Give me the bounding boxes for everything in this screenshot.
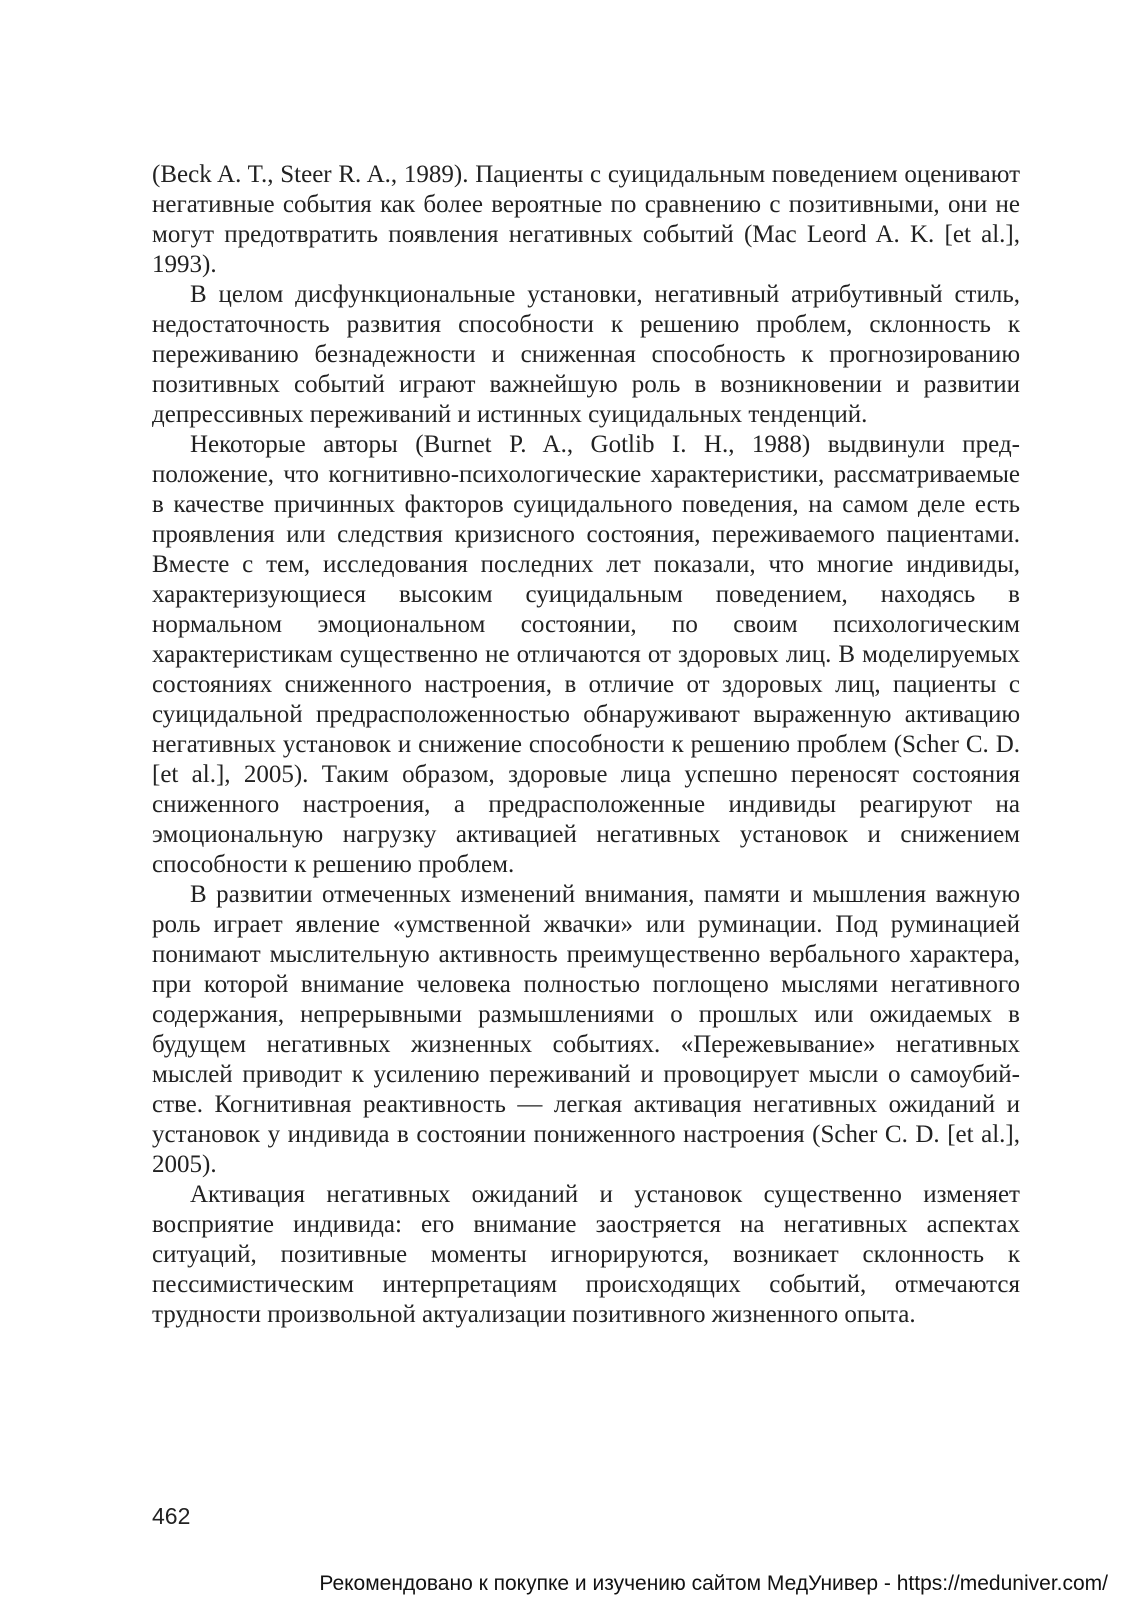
page-number: 462 (152, 1503, 191, 1529)
paragraph-5: Активация негативных ожиданий и установок существенно изменяет восприятие индивида: его внимание заостряется на негативных аспектах ситуаций, позитивные моменты игнорируются, возникает склонность к пессимистическим интерпретациям происходящих событий, отмечаются трудности произвольной актуализации позитивного жизненного опыта. (152, 1181, 1020, 1328)
footer-recommendation: Рекомендовано к покупке и изучению сайтом МедУнивер - https://meduniver.com/ (319, 1572, 1108, 1595)
paragraph-4: В развитии отмеченных изменений внимания, памяти и мышления важную роль играет явление «умственной жвачки» или руминации. Под руминацией понимают мыслительную активность преимущественно вербального характера, при которой внимание человека полностью поглощено мыслями негативного содержания, непрерывными размышлениями о прошлых или ожидаемых в будущем негативных жизненных событиях. «Пережевывание» негативных мыслей приводит к усилению переживаний и провоцирует мысли о самоубийстве. Когнитивная реактивность — легкая активация негативных ожиданий и установок у индивида в состоянии пониженного настроения (Scher C. D. [et al.], 2005). (152, 881, 1020, 1178)
page-body (152, 160, 1020, 1330)
paragraph-2: В целом дисфункциональные установки, негативный атрибутивный стиль, недостаточность развития способности к решению проблем, склонность к переживанию безнадежности и сниженная способность к прогнозированию позитивных событий играют важнейшую роль в возникновении и развитии депрессивных переживаний и истинных суицидальных тенденций. (152, 281, 1020, 428)
paragraph-3: Некоторые авторы (Burnet P. A., Gotlib I. H., 1988) выдвинули предположение, что когнитивно-психологические характеристики, рассматриваемые в качестве причинных факторов суицидального поведения, на самом деле есть проявления или следствия кризисного состояния, переживаемого пациентами. Вместе с тем, исследования последних лет показали, что многие индивиды, характеризующиеся высоким суицидальным поведением, находясь в нормальном эмоциональном состоянии, по своим психологическим характеристикам существенно не отличаются от здоровых лиц. В моделируемых состояниях сниженного настроения, в отличие от здоровых лиц, пациенты с суицидальной предрасположенностью обнаруживают выраженную активацию негативных установок и снижение способности к решению проблем (Scher C. D. [et al.], 2005). Таким образом, здоровые лица успешно переносят состояния сниженного настроения, а предрасположенные индивиды реагируют на эмоциональную нагрузку активацией негативных установок и снижением способности к решению проблем. (152, 431, 1020, 878)
paragraph-1: (Beck A. T., Steer R. A., 1989). Пациенты с суицидальным поведением оценивают негативные события как более вероятные по сравнению с позитивными, они не могут предотвратить появления негативных событий (Mac Leord A. K. [et al.], 1993). (152, 161, 1020, 278)
